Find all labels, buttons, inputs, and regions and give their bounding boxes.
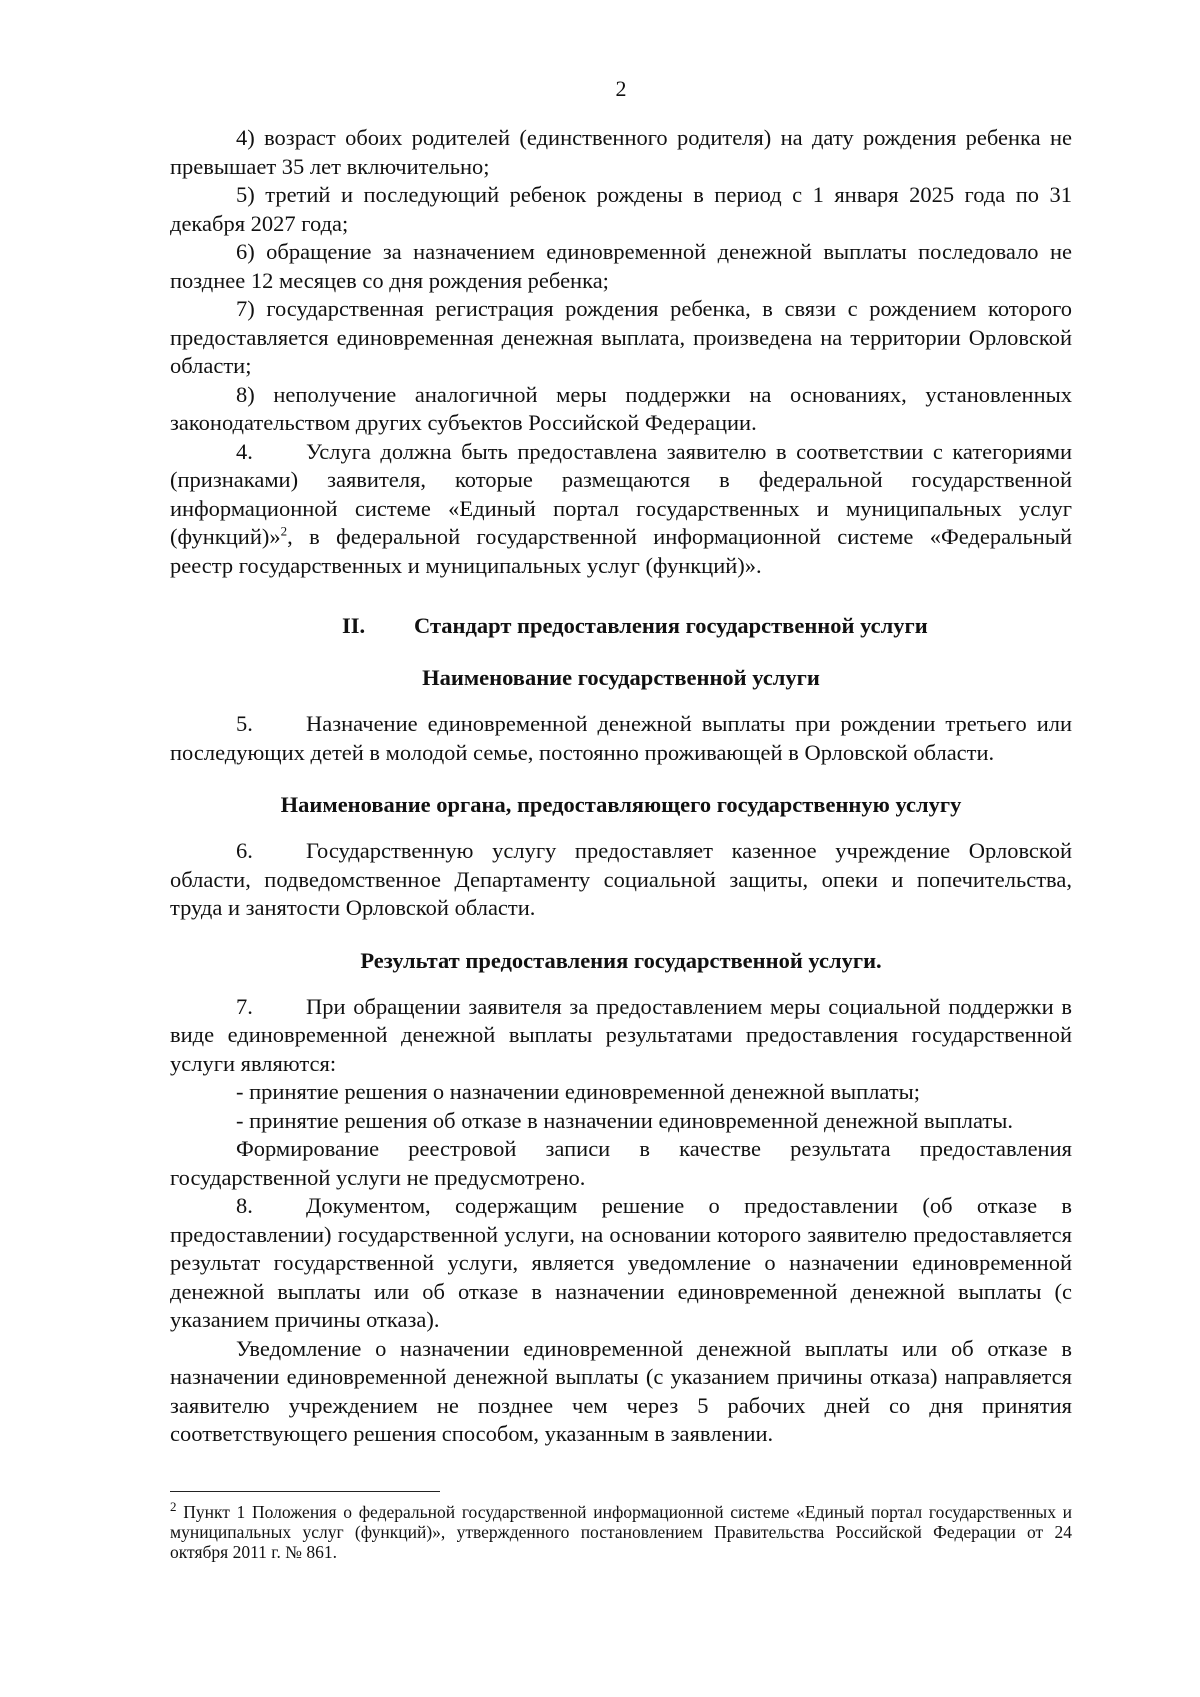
paragraph-4 [170,438,1072,581]
section-heading [170,612,1072,640]
paragraph-7 [170,993,1072,1079]
paragraph-4-number: 4. [236,438,253,464]
paragraph-8 [170,1192,1072,1335]
condition-item-8: 8) неполучение аналогичной меры поддержки на основаниях, установленных законодательством других субъектов Российской Федерации. [170,381,1072,435]
section-number: II. [342,613,366,638]
paragraph-4-text-continued: , в федеральной государственной информационной системе «Федеральный реестр государственных и муниципальных услуг (функций)». [170,524,1072,578]
condition-item-7: 7) государственная регистрация рождения ребенка, в связи с рождением которого предоставляется единовременная денежная выплата, произведена на территории Орловской области; [170,296,1072,378]
footnote-mark: 2 [170,1498,177,1514]
section-title: Стандарт предоставления государственной услуги [414,613,928,638]
heading-service-result: Результат предоставления государственной услуги. [360,947,882,973]
footnote-separator [170,1491,440,1492]
heading-service-name: Наименование государственной услуги [422,665,820,690]
paragraph-8-text: Документом, содержащим решение о предоставлении (об отказе в предоставлении) государственной услуги, на основании которого заявителю предоставляется результат государственной услуги, является уведомление о назначении единовременной денежной выплаты или об отказе в назначении единовременной денежной выплаты (с указанием причины отказа). [170,1193,1072,1332]
paragraph-5-text: Назначение единовременной денежной выплаты при рождении третьего или последующих детей в молодой семье, постоянно проживающей в Орловской области. [170,711,1072,765]
condition-item-4: 4) возраст обоих родителей (единственного родителя) на дату рождения ребенка не превышает 35 лет включительно; [170,125,1072,179]
heading-providing-organ: Наименование органа, предоставляющего государственную услугу [280,792,962,817]
page-number: 2 [615,76,627,101]
paragraph-5 [170,710,1072,767]
result-item-refusal: - принятие решения об отказе в назначении единовременной денежной выплаты. [236,1107,1013,1133]
result-item-approval: - принятие решения о назначении единовременной денежной выплаты; [236,1079,921,1104]
paragraph-7-text: При обращении заявителя за предоставлением меры социальной поддержки в виде единовременной денежной выплаты результатами предоставления государственной услуги являются: [170,993,1072,1076]
notice-paragraph: Уведомление о назначении единовременной денежной выплаты или об отказе в назначении единовременной денежной выплаты (с указанием причины отказа) направляется заявителю учреждением не позднее чем через 5 рабочих дней со дня принятия соответствующего решения способом, указанным в заявлении. [170,1335,1072,1446]
condition-item-6: 6) обращение за назначением единовременной денежной выплаты последовало не позднее 12 месяцев со дня рождения ребенка; [170,239,1072,293]
footnote [170,1498,1072,1562]
paragraph-5-number: 5. [236,711,253,736]
paragraph-4-text: Услуга должна быть предоставлена заявителю в соответствии с категориями (признаками) заявителя, которые размещаются в федеральной государственной информационной системе «Единый портал государственных и муниципальных услуг (функций)» [170,438,1072,549]
condition-item-5: 5) третий и последующий ребенок рождены в период с 1 января 2025 года по 31 декабря 2027 года; [170,182,1072,236]
footnote-text: Пункт 1 Положения о федеральной государственной информационной системе «Единый портал государственных и муниципальных услуг (функций)», утвержденного постановлением Правительства Российской Федерации от 24 октября 2011 г. № 861. [170,1501,1072,1562]
registry-record-note: Формирование реестровой записи в качестве результата предоставления государственной услуги не предусмотрено. [170,1136,1072,1190]
paragraph-6-text: Государственную услугу предоставляет казенное учреждение Орловской области, подведомственное Департаменту социальной защиты, опеки и попечительства, труда и занятости Орловской области. [170,838,1072,920]
paragraph-6-number: 6. [236,838,253,863]
paragraph-7-number: 7. [236,993,253,1019]
footnote-reference[interactable]: 2 [280,523,288,539]
paragraph-8-number: 8. [236,1193,253,1218]
paragraph-6 [170,837,1072,923]
